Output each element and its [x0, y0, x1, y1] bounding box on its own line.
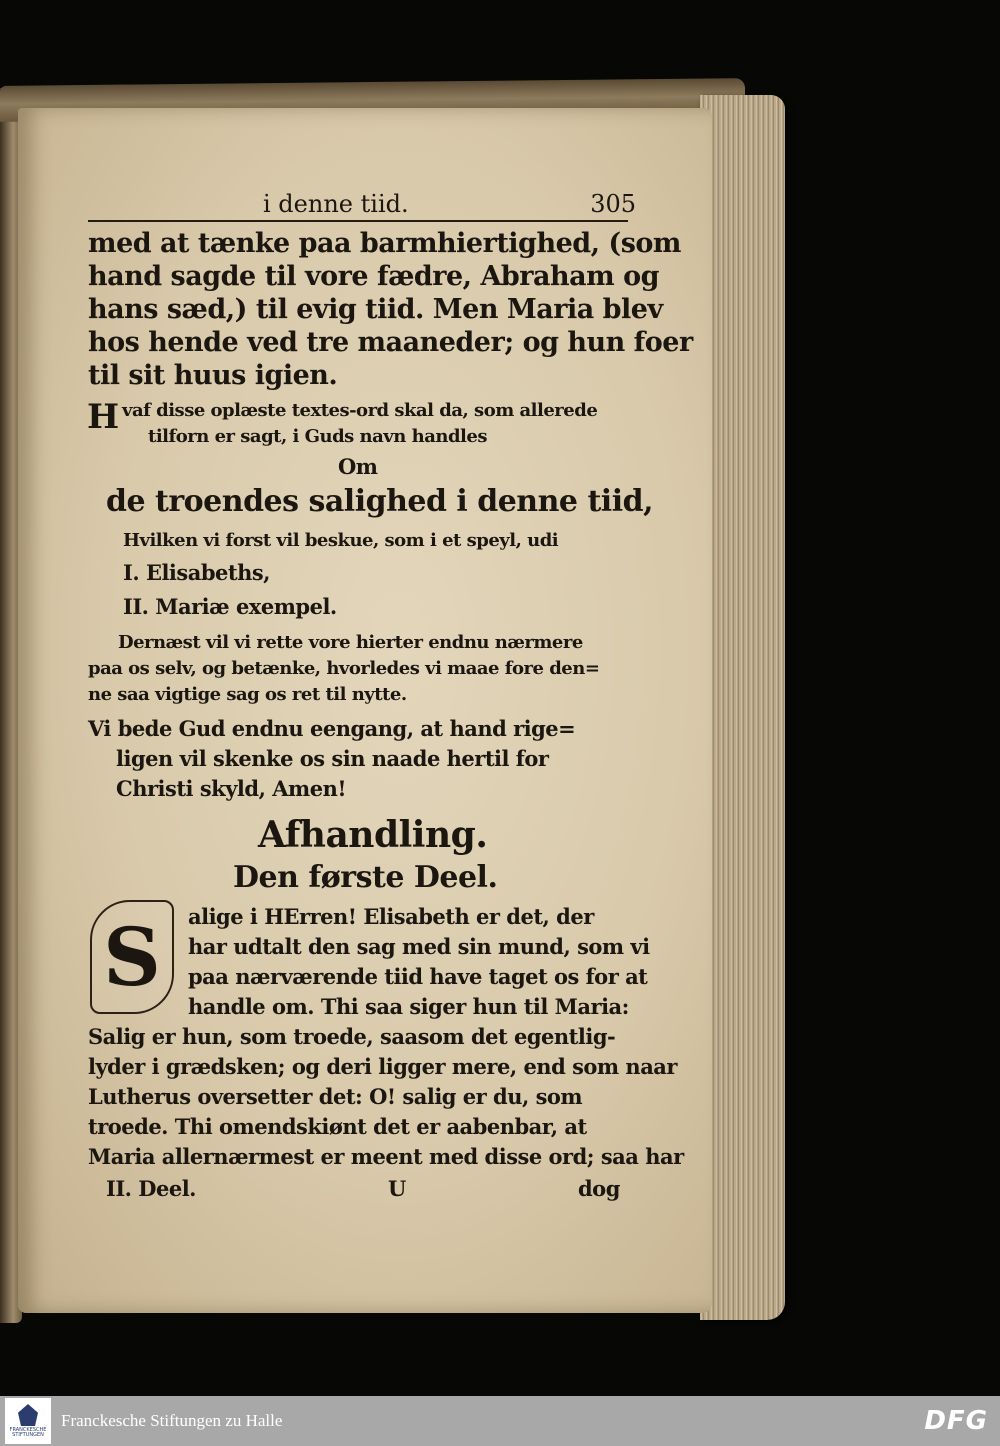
intro-initial: H [86, 397, 120, 437]
dfg-logo[interactable]: DFG [924, 1406, 988, 1436]
text-line: til sit huus igien. [88, 360, 338, 391]
section-subtitle: Den første Deel. [233, 860, 498, 895]
text-line: Christi skyld, Amen! [116, 776, 347, 801]
main-heading: de troendes salighed i denne tiid, [106, 484, 654, 519]
signature-mark: U [388, 1176, 406, 1201]
text-line: lyder i grædsken; og deri ligger mere, end som naar [88, 1054, 677, 1079]
text-line: Dernæst vil vi rette vore hierter endnu nærmere [118, 632, 583, 653]
text-line: alige i HErren! Elisabeth er det, der [188, 904, 594, 929]
text-line: Hvilken vi forst vil beskue, som i et speyl, udi [123, 530, 559, 551]
header-rule [88, 220, 628, 222]
page-stack-edges [700, 95, 785, 1320]
text-line: paa os selv, og betænke, hvorledes vi maae fore den= [88, 658, 600, 679]
institution-name[interactable]: Franckesche Stiftungen zu Halle [61, 1411, 283, 1430]
list-item: II. Mariæ exempel. [123, 594, 337, 619]
decorative-initial: S [90, 900, 174, 1014]
book-page [18, 108, 712, 1313]
om-line: Om [338, 454, 378, 479]
eagle-icon [18, 1404, 38, 1426]
page-text-block [86, 188, 693, 1201]
text-line: Vi bede Gud endnu eengang, at hand rige= [88, 716, 576, 741]
text-line: hans sæd,) til evig tiid. Men Maria blev [88, 294, 663, 325]
foundation-logo[interactable] [5, 1398, 51, 1444]
page-number: 305 [590, 190, 636, 218]
text-line: paa nærværende tiid have taget os for at [188, 964, 648, 989]
viewer-footer [0, 1396, 1000, 1446]
text-line: Maria allernærmest er meent med disse ord; saa har [88, 1144, 684, 1169]
running-head-title: i denne tiid. [263, 190, 409, 218]
text-line: hos hende ved tre maaneder; og hun foer [88, 327, 693, 358]
text-line: har udtalt den sag med sin mund, som vi [188, 934, 650, 959]
section-title: Afhandling. [258, 814, 488, 856]
text-line: Salig er hun, som troede, saasom det egentlig- [88, 1024, 616, 1049]
text-line: handle om. Thi saa siger hun til Maria: [188, 994, 629, 1019]
text-line: tilforn er sagt, i Guds navn handles [148, 426, 487, 447]
text-line: ligen vil skenke os sin naade hertil for [116, 746, 549, 771]
text-line: ne saa vigtige sag os ret til nytte. [88, 684, 407, 705]
text-line: hand sagde til vore fædre, Abraham og [88, 261, 660, 292]
text-line: vaf disse oplæste textes-ord skal da, som allerede [122, 400, 598, 421]
signature-deel: II. Deel. [106, 1176, 196, 1201]
list-item: I. Elisabeths, [123, 560, 270, 585]
text-line: med at tænke paa barmhiertighed, (som [88, 228, 681, 259]
catchword: dog [578, 1176, 620, 1201]
running-head [88, 188, 636, 222]
logo-text: FRANCKESCHE STIFTUNGEN [9, 1427, 47, 1438]
text-line: Lutherus oversetter det: O! salig er du, som [88, 1084, 583, 1109]
text-line: troede. Thi omendskiønt det er aabenbar, at [88, 1114, 587, 1139]
